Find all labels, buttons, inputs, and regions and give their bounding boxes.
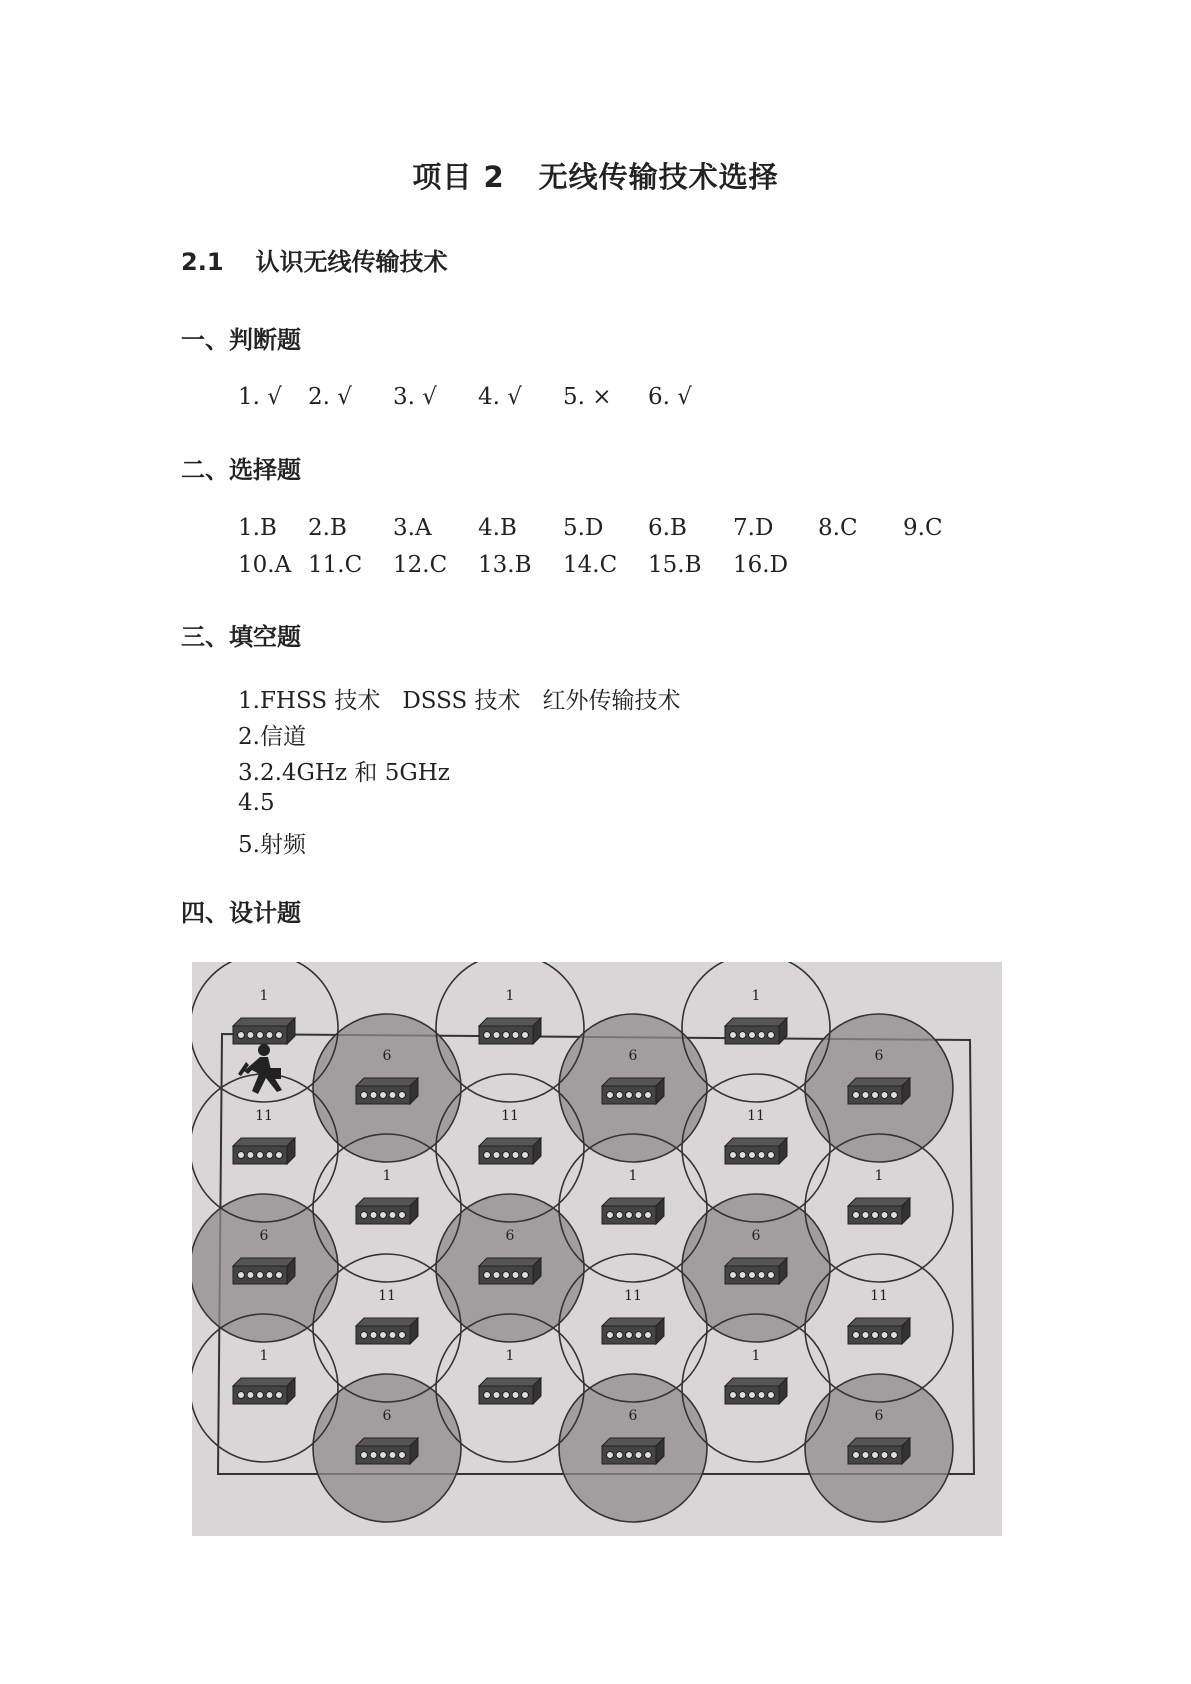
access-point-icon (848, 1438, 910, 1464)
answer-item: 5.D (563, 515, 604, 541)
answer-item: 16.D (733, 552, 789, 578)
section-title: 认识无线传输技术 (255, 248, 448, 276)
access-point-icon (233, 1018, 295, 1044)
access-point-icon (356, 1198, 418, 1224)
channel-number: 6 (751, 1228, 761, 1244)
channel-number: 1 (874, 1168, 884, 1184)
access-point-icon (233, 1138, 295, 1164)
answer-item: 2. √ (308, 384, 352, 410)
access-point-icon (356, 1438, 418, 1464)
channel-layout-diagram (192, 962, 1002, 1536)
fill-answer-line: 3.2.4GHz 和 5GHz (238, 760, 450, 786)
answer-item: 8.C (818, 515, 858, 541)
channel-number: 11 (747, 1108, 765, 1124)
fill-answer-line: 5.射频 (238, 832, 306, 858)
answer-item: 1.B (238, 515, 277, 541)
answer-item: 10.A (238, 552, 292, 578)
channel-number: 6 (874, 1408, 884, 1424)
choice-heading: 二、选择题 (181, 456, 301, 484)
answer-item: 1. √ (238, 384, 282, 410)
answer-item: 5. × (563, 384, 612, 410)
channel-number: 6 (628, 1408, 638, 1424)
channel-number: 1 (505, 1348, 515, 1364)
channel-number: 1 (751, 1348, 761, 1364)
fill-answer-line: 2.信道 (238, 724, 306, 750)
page-title (0, 155, 1191, 196)
channel-number: 6 (628, 1048, 638, 1064)
access-point-icon (848, 1198, 910, 1224)
answer-item: 4. √ (478, 384, 522, 410)
access-point-icon (602, 1198, 664, 1224)
judge-heading: 一、判断题 (181, 326, 301, 354)
access-point-icon (725, 1258, 787, 1284)
channel-number: 11 (870, 1288, 888, 1304)
answer-item: 6. √ (648, 384, 692, 410)
access-point-icon (848, 1318, 910, 1344)
fill-answer-line: 4.5 (238, 790, 275, 816)
channel-number: 6 (505, 1228, 515, 1244)
access-point-icon (479, 1018, 541, 1044)
channel-number: 1 (259, 1348, 269, 1364)
title-text: 无线传输技术选择 (538, 160, 779, 194)
answer-item: 11.C (308, 552, 363, 578)
channel-number: 1 (628, 1168, 638, 1184)
access-point-icon (479, 1138, 541, 1164)
channel-number: 6 (259, 1228, 269, 1244)
access-point-icon (848, 1078, 910, 1104)
answer-item: 9.C (903, 515, 943, 541)
access-point-icon (233, 1378, 295, 1404)
channel-number: 11 (255, 1108, 273, 1124)
channel-number: 1 (505, 988, 515, 1004)
answer-item: 3. √ (393, 384, 437, 410)
answer-item: 4.B (478, 515, 517, 541)
fill-answer-line: 1.FHSS 技术 DSSS 技术 红外传输技术 (238, 688, 681, 714)
channel-number: 6 (874, 1048, 884, 1064)
channel-number: 6 (382, 1408, 392, 1424)
access-point-icon (233, 1258, 295, 1284)
channel-number: 11 (378, 1288, 396, 1304)
access-point-icon (356, 1078, 418, 1104)
channel-number: 1 (751, 988, 761, 1004)
access-point-icon (725, 1138, 787, 1164)
channel-layout-svg (192, 962, 1002, 1536)
access-point-icon (725, 1018, 787, 1044)
answer-item: 12.C (393, 552, 448, 578)
access-point-icon (725, 1378, 787, 1404)
access-point-icon (602, 1078, 664, 1104)
answer-item: 13.B (478, 552, 532, 578)
access-point-icon (479, 1378, 541, 1404)
channel-number: 6 (382, 1048, 392, 1064)
answer-item: 15.B (648, 552, 702, 578)
section-number: 2.1 (181, 248, 224, 276)
answer-item: 14.C (563, 552, 618, 578)
design-heading: 四、设计题 (181, 899, 301, 927)
answer-item: 6.B (648, 515, 687, 541)
section-heading (181, 242, 448, 277)
channel-number: 1 (382, 1168, 392, 1184)
channel-number: 1 (259, 988, 269, 1004)
fill-heading: 三、填空题 (181, 623, 301, 651)
title-number: 项目 2 (412, 160, 505, 194)
answer-item: 2.B (308, 515, 347, 541)
answer-item: 3.A (393, 515, 432, 541)
channel-number: 11 (624, 1288, 642, 1304)
answer-item: 7.D (733, 515, 774, 541)
access-point-icon (602, 1438, 664, 1464)
channel-number: 11 (501, 1108, 519, 1124)
access-point-icon (479, 1258, 541, 1284)
access-point-icon (356, 1318, 418, 1344)
access-point-icon (602, 1318, 664, 1344)
